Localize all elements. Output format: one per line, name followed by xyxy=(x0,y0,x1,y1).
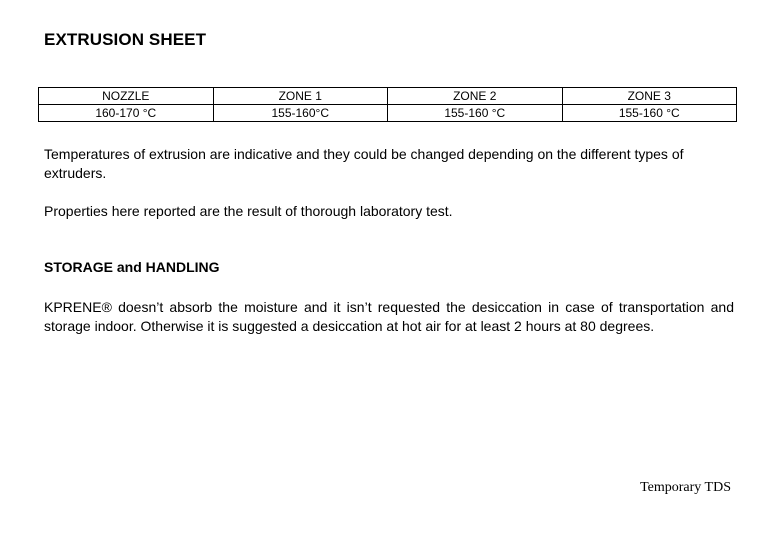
properties-note-paragraph: Properties here reported are the result of thorough laboratory test. xyxy=(44,203,453,219)
value-nozzle: 160-170 °C xyxy=(39,105,214,122)
value-zone-3: 155-160 °C xyxy=(562,105,737,122)
storage-heading: STORAGE and HANDLING xyxy=(44,259,220,275)
value-zone-2: 155-160 °C xyxy=(388,105,563,122)
extrusion-note-paragraph: Temperatures of extrusion are indicative and they could be changed depending on the different types of extruders. xyxy=(44,146,684,181)
table-row xyxy=(39,105,737,122)
header-zone-1: ZONE 1 xyxy=(213,88,388,105)
table-header-row xyxy=(39,88,737,105)
value-zone-1: 155-160°C xyxy=(213,105,388,122)
header-zone-2: ZONE 2 xyxy=(388,88,563,105)
header-nozzle: NOZZLE xyxy=(39,88,214,105)
storage-paragraph: KPRENE® doesn’t absorb the moisture and it isn’t requested the desiccation in case of transportation and storage indoor. Otherwise it is suggested a desiccation at hot air for at least 2 hours at 80 degrees. xyxy=(44,299,734,334)
header-zone-3: ZONE 3 xyxy=(562,88,737,105)
extrusion-temperature-table xyxy=(38,87,737,122)
footer-label: Temporary TDS xyxy=(640,480,731,495)
page-title: EXTRUSION SHEET xyxy=(44,30,207,49)
